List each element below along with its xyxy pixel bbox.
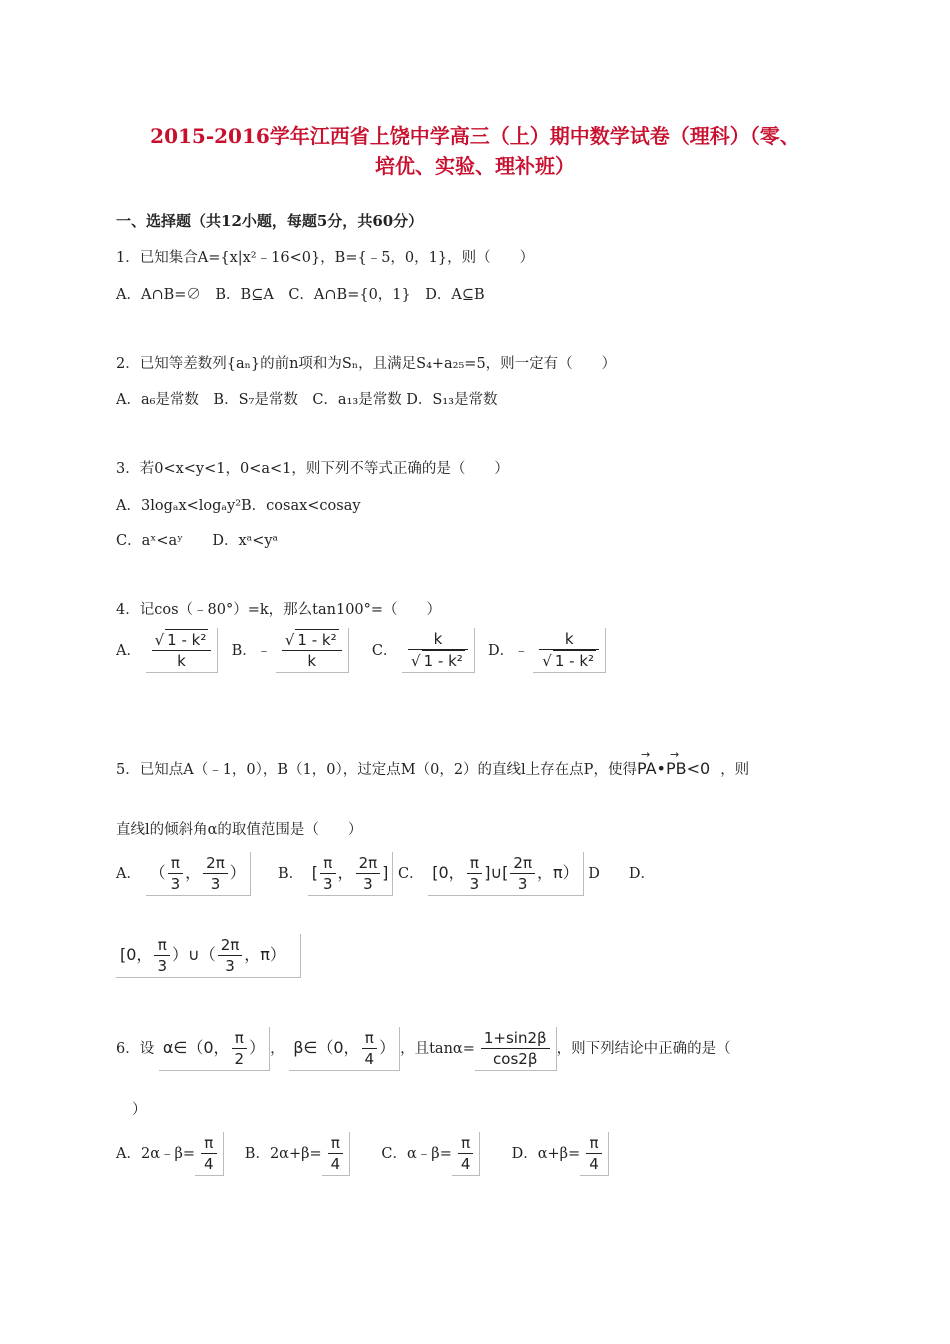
q4-c-formula: $\frac{k}{\text{√ 1 - k²}}$ bbox=[402, 628, 475, 673]
q6-alpha-den: 2 bbox=[234, 1050, 245, 1068]
q4-option-c bbox=[371, 630, 480, 670]
q6-alpha-range: α∈（0， $\frac{\pi}{2}$ ） bbox=[159, 1027, 270, 1071]
q4-d-sqrt: 1 - k² bbox=[554, 652, 595, 670]
q4-option-a bbox=[116, 631, 223, 670]
q4-c-sqrt: 1 - k² bbox=[423, 652, 463, 670]
q5-stem-end: ，则 bbox=[720, 762, 750, 778]
q5-d-n2: 2π bbox=[218, 935, 243, 956]
q5-b-n1: π bbox=[320, 853, 336, 874]
q1-stem: 1．已知集合A={x|x²﹣16<0}，B={﹣5，0，1}，则（ ） bbox=[116, 250, 535, 266]
q6-a-formula bbox=[195, 1132, 224, 1176]
q6-d-label: D．α+β= bbox=[511, 1146, 581, 1162]
q4-option-b bbox=[231, 631, 354, 670]
q6-b-den: 4 bbox=[330, 1155, 341, 1173]
q1-options: A．A∩B=∅ B．B⊆A C．A∩B={0，1} D．A⊆B bbox=[116, 287, 485, 303]
exam-title-line1: 2015-2016学年江西省上饶中学高三（上）期中数学试卷（理科）（零、 bbox=[150, 124, 800, 148]
q4-a-formula: $\frac{\text{√ 1 - k²}}{k}$ bbox=[146, 628, 219, 673]
q5-c-label: C． bbox=[398, 866, 424, 882]
q6-tan-formula bbox=[475, 1027, 557, 1071]
q5-b-d2: 3 bbox=[363, 875, 373, 893]
q6-stem-pre: 6．设 bbox=[116, 1041, 155, 1057]
q6-tan-num: 1+sin2β bbox=[481, 1028, 550, 1049]
q5-b-label: B． bbox=[277, 866, 304, 882]
q6-stem-post: ，则下列结论中正确的是（ bbox=[556, 1041, 731, 1057]
q6-b-label: B．2α+β= bbox=[244, 1146, 322, 1162]
q6-tan-den: cos2β bbox=[493, 1050, 538, 1068]
q6-options bbox=[116, 1132, 609, 1176]
q5-condition: → PA•→ PB<0 bbox=[637, 759, 710, 778]
q5-d-d2: 3 bbox=[225, 957, 235, 975]
q6-stem-close: ） bbox=[132, 1102, 147, 1118]
q6-a-den: 4 bbox=[204, 1155, 214, 1173]
q5-b-d1: 3 bbox=[323, 875, 333, 893]
q4-d-formula: $\frac{k}{\text{√ 1 - k²}}$ bbox=[533, 628, 606, 673]
q5-a-d1: 3 bbox=[170, 875, 181, 893]
q6-stem: 6．设 α∈（0， $\frac{\pi}{2}$ ） ， β∈（0， $\frac{\pi}{4}$ ） ，且tanα= $\frac{1+\sin 2\beta}{\cos 2\beta}$ ，则下列结论中正确的是（ bbox=[116, 1027, 731, 1071]
q5-d-zero: [0， bbox=[120, 945, 153, 964]
q6-d-den: 4 bbox=[589, 1155, 599, 1173]
q6-b-num: π bbox=[328, 1133, 344, 1154]
q6-d-formula bbox=[580, 1132, 609, 1176]
q6-beta-text: β∈（0， bbox=[293, 1038, 360, 1057]
q6-tan-text: ，且tanα= bbox=[400, 1041, 475, 1057]
q5-a-n1: π bbox=[168, 853, 184, 874]
q5-d-n1: π bbox=[154, 935, 170, 956]
q6-c-formula bbox=[452, 1132, 481, 1176]
q4-a-sqrt: 1 - k² bbox=[167, 631, 207, 649]
q5-stem2: 直线l的倾斜角α的取值范围是（ ） bbox=[116, 822, 363, 838]
q5-condition-rest: <0 bbox=[686, 759, 711, 778]
q5-c-d2: 3 bbox=[517, 875, 528, 893]
q4-b-sqrt: 1 - k² bbox=[297, 631, 337, 649]
q4-b-den: k bbox=[307, 652, 317, 670]
q4-options bbox=[116, 628, 606, 673]
q6-beta-num: π bbox=[362, 1028, 378, 1049]
q6-c-den: 4 bbox=[460, 1155, 471, 1173]
q5-d-label: D D． bbox=[588, 866, 656, 882]
q5-d-d1: 3 bbox=[157, 957, 167, 975]
q3-stem: 3．若0<x<y<1，0<a<1，则下列不等式正确的是（ ） bbox=[116, 461, 509, 477]
q5-b-formula: [ $\frac{\pi}{3}$ ， $\frac{2\pi}{3}$ ] bbox=[308, 852, 394, 896]
q5-vector-pa: → PA bbox=[637, 759, 657, 778]
q6-c-label: C．α﹣β= bbox=[381, 1146, 452, 1162]
q5-c-formula: [0， $\frac{\pi}{3}$ ]∪[ $\frac{2\pi}{3}$ ，π） bbox=[428, 852, 583, 896]
q5-c-n1: π bbox=[467, 853, 483, 874]
q5-d-pi: π） bbox=[260, 945, 286, 964]
q4-stem: 4．记cos（﹣80°）=k，那么tan100°=（ ） bbox=[116, 602, 442, 618]
q6-alpha-num: π bbox=[232, 1028, 248, 1049]
q6-beta-den: 4 bbox=[364, 1050, 375, 1068]
q4-d-num: k bbox=[539, 629, 599, 650]
q3-options-ab: A．3logₐx<logₐy²B．cosax<cosay bbox=[116, 498, 361, 514]
q4-c-label: C． bbox=[371, 642, 398, 659]
q6-d-num: π bbox=[586, 1133, 602, 1154]
q5-d-formula: [0， $\frac{\pi}{3}$ ）∪（ $\frac{2\pi}{3}$ ，π） bbox=[116, 934, 301, 978]
q5-stem bbox=[116, 758, 749, 779]
q5-options bbox=[116, 852, 655, 896]
q5-c-n2: 2π bbox=[510, 853, 535, 874]
exam-title-line2: 培优、实验、理补班） bbox=[375, 154, 575, 178]
q6-b-formula bbox=[322, 1132, 351, 1176]
q4-b-formula: $\frac{\text{√ 1 - k²}}{k}$ bbox=[276, 628, 349, 673]
q6-c-num: π bbox=[458, 1133, 474, 1154]
q6-a-num: π bbox=[201, 1133, 217, 1154]
q5-a-n2: 2π bbox=[203, 853, 228, 874]
q5-b-n2: 2π bbox=[356, 853, 381, 874]
q2-options: A．a₆是常数 B．S₇是常数 C．a₁₃是常数 D．S₁₃是常数 bbox=[116, 392, 498, 408]
q6-a-label: A．2α﹣β= bbox=[116, 1146, 196, 1162]
q4-a-label: A． bbox=[116, 642, 141, 659]
q4-d-label: D．﹣ bbox=[488, 642, 529, 659]
q5-option-d-formula-line bbox=[116, 934, 301, 978]
q4-a-den: k bbox=[177, 652, 186, 670]
q5-vector-pb: → PB bbox=[666, 759, 687, 778]
q2-stem: 2．已知等差数列{aₙ}的前n项和为Sₙ，且满足S₄+a₂₅=5，则一定有（ ） bbox=[116, 356, 617, 372]
q4-c-num: k bbox=[408, 629, 468, 650]
q6-alpha-text: α∈（0， bbox=[162, 1038, 230, 1057]
q5-stem-text: 5．已知点A（﹣1，0），B（1，0），过定点M（0，2）的直线l上存在点P，使得 bbox=[116, 762, 637, 778]
q5-a-label: A． bbox=[116, 866, 141, 882]
q5-c-zero: [0， bbox=[432, 863, 465, 882]
q4-option-d bbox=[488, 630, 606, 670]
q5-c-pi: π） bbox=[553, 863, 579, 882]
q3-options-cd: C．aˣ<aʸ D．xᵃ<yᵃ bbox=[116, 533, 279, 549]
q5-a-d2: 3 bbox=[210, 875, 221, 893]
section-heading: 一、选择题（共12小题，每题5分，共60分） bbox=[116, 212, 424, 230]
q5-c-d1: 3 bbox=[469, 875, 480, 893]
q6-beta-range: β∈（0， $\frac{\pi}{4}$ ） bbox=[289, 1027, 400, 1071]
q5-a-formula: （ $\frac{\pi}{3}$ ， $\frac{2\pi}{3}$ ） bbox=[146, 852, 251, 896]
q4-b-label: B．﹣ bbox=[231, 642, 272, 659]
